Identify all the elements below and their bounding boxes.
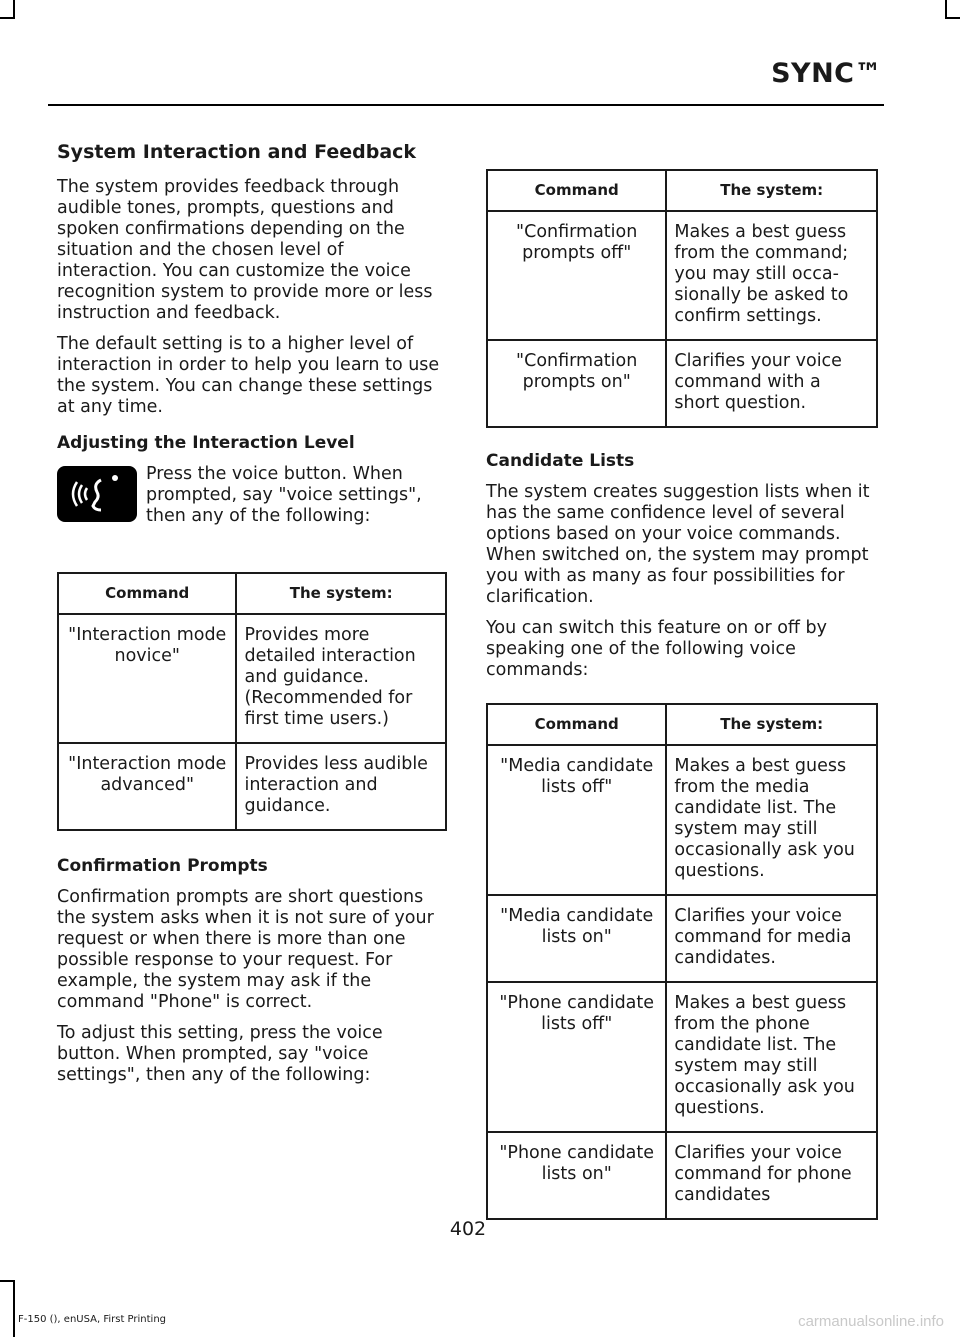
voice-instruction (57, 464, 447, 542)
section-title: System Interaction and Feedback (57, 141, 417, 163)
column-header-command: Command (487, 704, 666, 745)
command-cell: "Interaction mode advanced" (58, 743, 236, 830)
subsection-title: Confirmation Prompts (57, 855, 268, 876)
right-column (486, 169, 878, 1220)
confirmation-prompts-table (486, 169, 878, 428)
paragraph: You can switch this feature on or off by speaking one of the following voice commands: (486, 618, 828, 681)
column-header-system: The system: (666, 704, 877, 745)
table-row (487, 982, 877, 1132)
command-cell: "Media candidate lists on" (487, 895, 666, 982)
column-header-command: Command (487, 170, 666, 211)
edition-footer: F-150 (), enUSA, First Printing (18, 1314, 167, 1325)
subsection-title: Adjusting the Interaction Level (57, 432, 355, 453)
crop-mark (13, 0, 15, 18)
candidate-lists-table (486, 703, 878, 1220)
table-row (487, 340, 877, 427)
column-header-system: The system: (236, 573, 446, 614)
system-cell: Clarifies your voice command with a short question. (666, 340, 877, 427)
table-row (58, 614, 446, 743)
crop-mark (0, 1280, 15, 1282)
table-header-row (487, 170, 877, 211)
page-number: 402 (449, 1218, 487, 1240)
table-row (487, 1132, 877, 1219)
system-cell: Clarifies your voice command for media candidates. (666, 895, 877, 982)
paragraph: To adjust this setting, press the voice button. When prompted, say "voice settings", then any of the following: (57, 1022, 383, 1085)
interaction-level-table (57, 572, 447, 831)
system-cell: Makes a best guess from the command; you may still occa-sionally be asked to confirm settings. (666, 211, 877, 340)
table-header-row (58, 573, 446, 614)
chapter-title: SYNC™ (771, 58, 882, 89)
table-row (487, 211, 877, 340)
instruction-text: Press the voice button. When prompted, say "voice settings", then any of the following: (146, 463, 422, 526)
left-column (57, 140, 447, 1096)
paragraph: The system creates suggestion lists when it has the same confidence level of several options based on your voice commands. When switched on, the system may prompt you with as many as four possibilities for clarification. (486, 482, 870, 608)
column-header-command: Command (58, 573, 236, 614)
table-row (487, 895, 877, 982)
crop-mark (945, 0, 947, 18)
header-divider (48, 104, 884, 106)
table-row (487, 745, 877, 895)
subsection-title: Candidate Lists (486, 451, 635, 471)
command-cell: "Phone candidate lists on" (487, 1132, 666, 1219)
crop-mark (13, 1280, 15, 1337)
paragraph: The default setting is to a higher level of interaction in order to help you learn to use the system. You can change these settings at any time. (57, 333, 440, 417)
crop-mark (0, 17, 15, 19)
system-cell: Provides less audible interaction and guidance. (236, 743, 446, 830)
watermark: carmanualsonline.info (798, 1313, 944, 1330)
table-row (58, 743, 446, 830)
command-cell: "Interaction mode novice" (58, 614, 236, 743)
table-header-row (487, 704, 877, 745)
command-cell: "Confirmation prompts on" (487, 340, 666, 427)
command-cell: "Media candidate lists off" (487, 745, 666, 895)
paragraph: Confirmation prompts are short questions the system asks when it is not sure of your request or when there is more than one possible response to your request. For example, the system may ask if the command "Phone" is correct. (57, 886, 434, 1012)
paragraph: The system provides feedback through audible tones, prompts, questions and spoken confirmations depending on the situation and the chosen level of interaction. You can customize the voice recognition system to provide more or less instruction and feedback. (57, 176, 433, 323)
system-cell: Makes a best guess from the phone candidate list. The system may still occasionally ask you questions. (666, 982, 877, 1132)
command-cell: "Confirmation prompts off" (487, 211, 666, 340)
crop-mark (945, 17, 960, 19)
system-cell: Clarifies your voice command for phone candidates (666, 1132, 877, 1219)
system-cell: Provides more detailed interaction and guidance. (Recommended for first time users.) (236, 614, 446, 743)
voice-command-icon (57, 466, 137, 522)
command-cell: "Phone candidate lists off" (487, 982, 666, 1132)
column-header-system: The system: (666, 170, 877, 211)
system-cell: Makes a best guess from the media candidate list. The system may still occasionally ask you questions. (666, 745, 877, 895)
